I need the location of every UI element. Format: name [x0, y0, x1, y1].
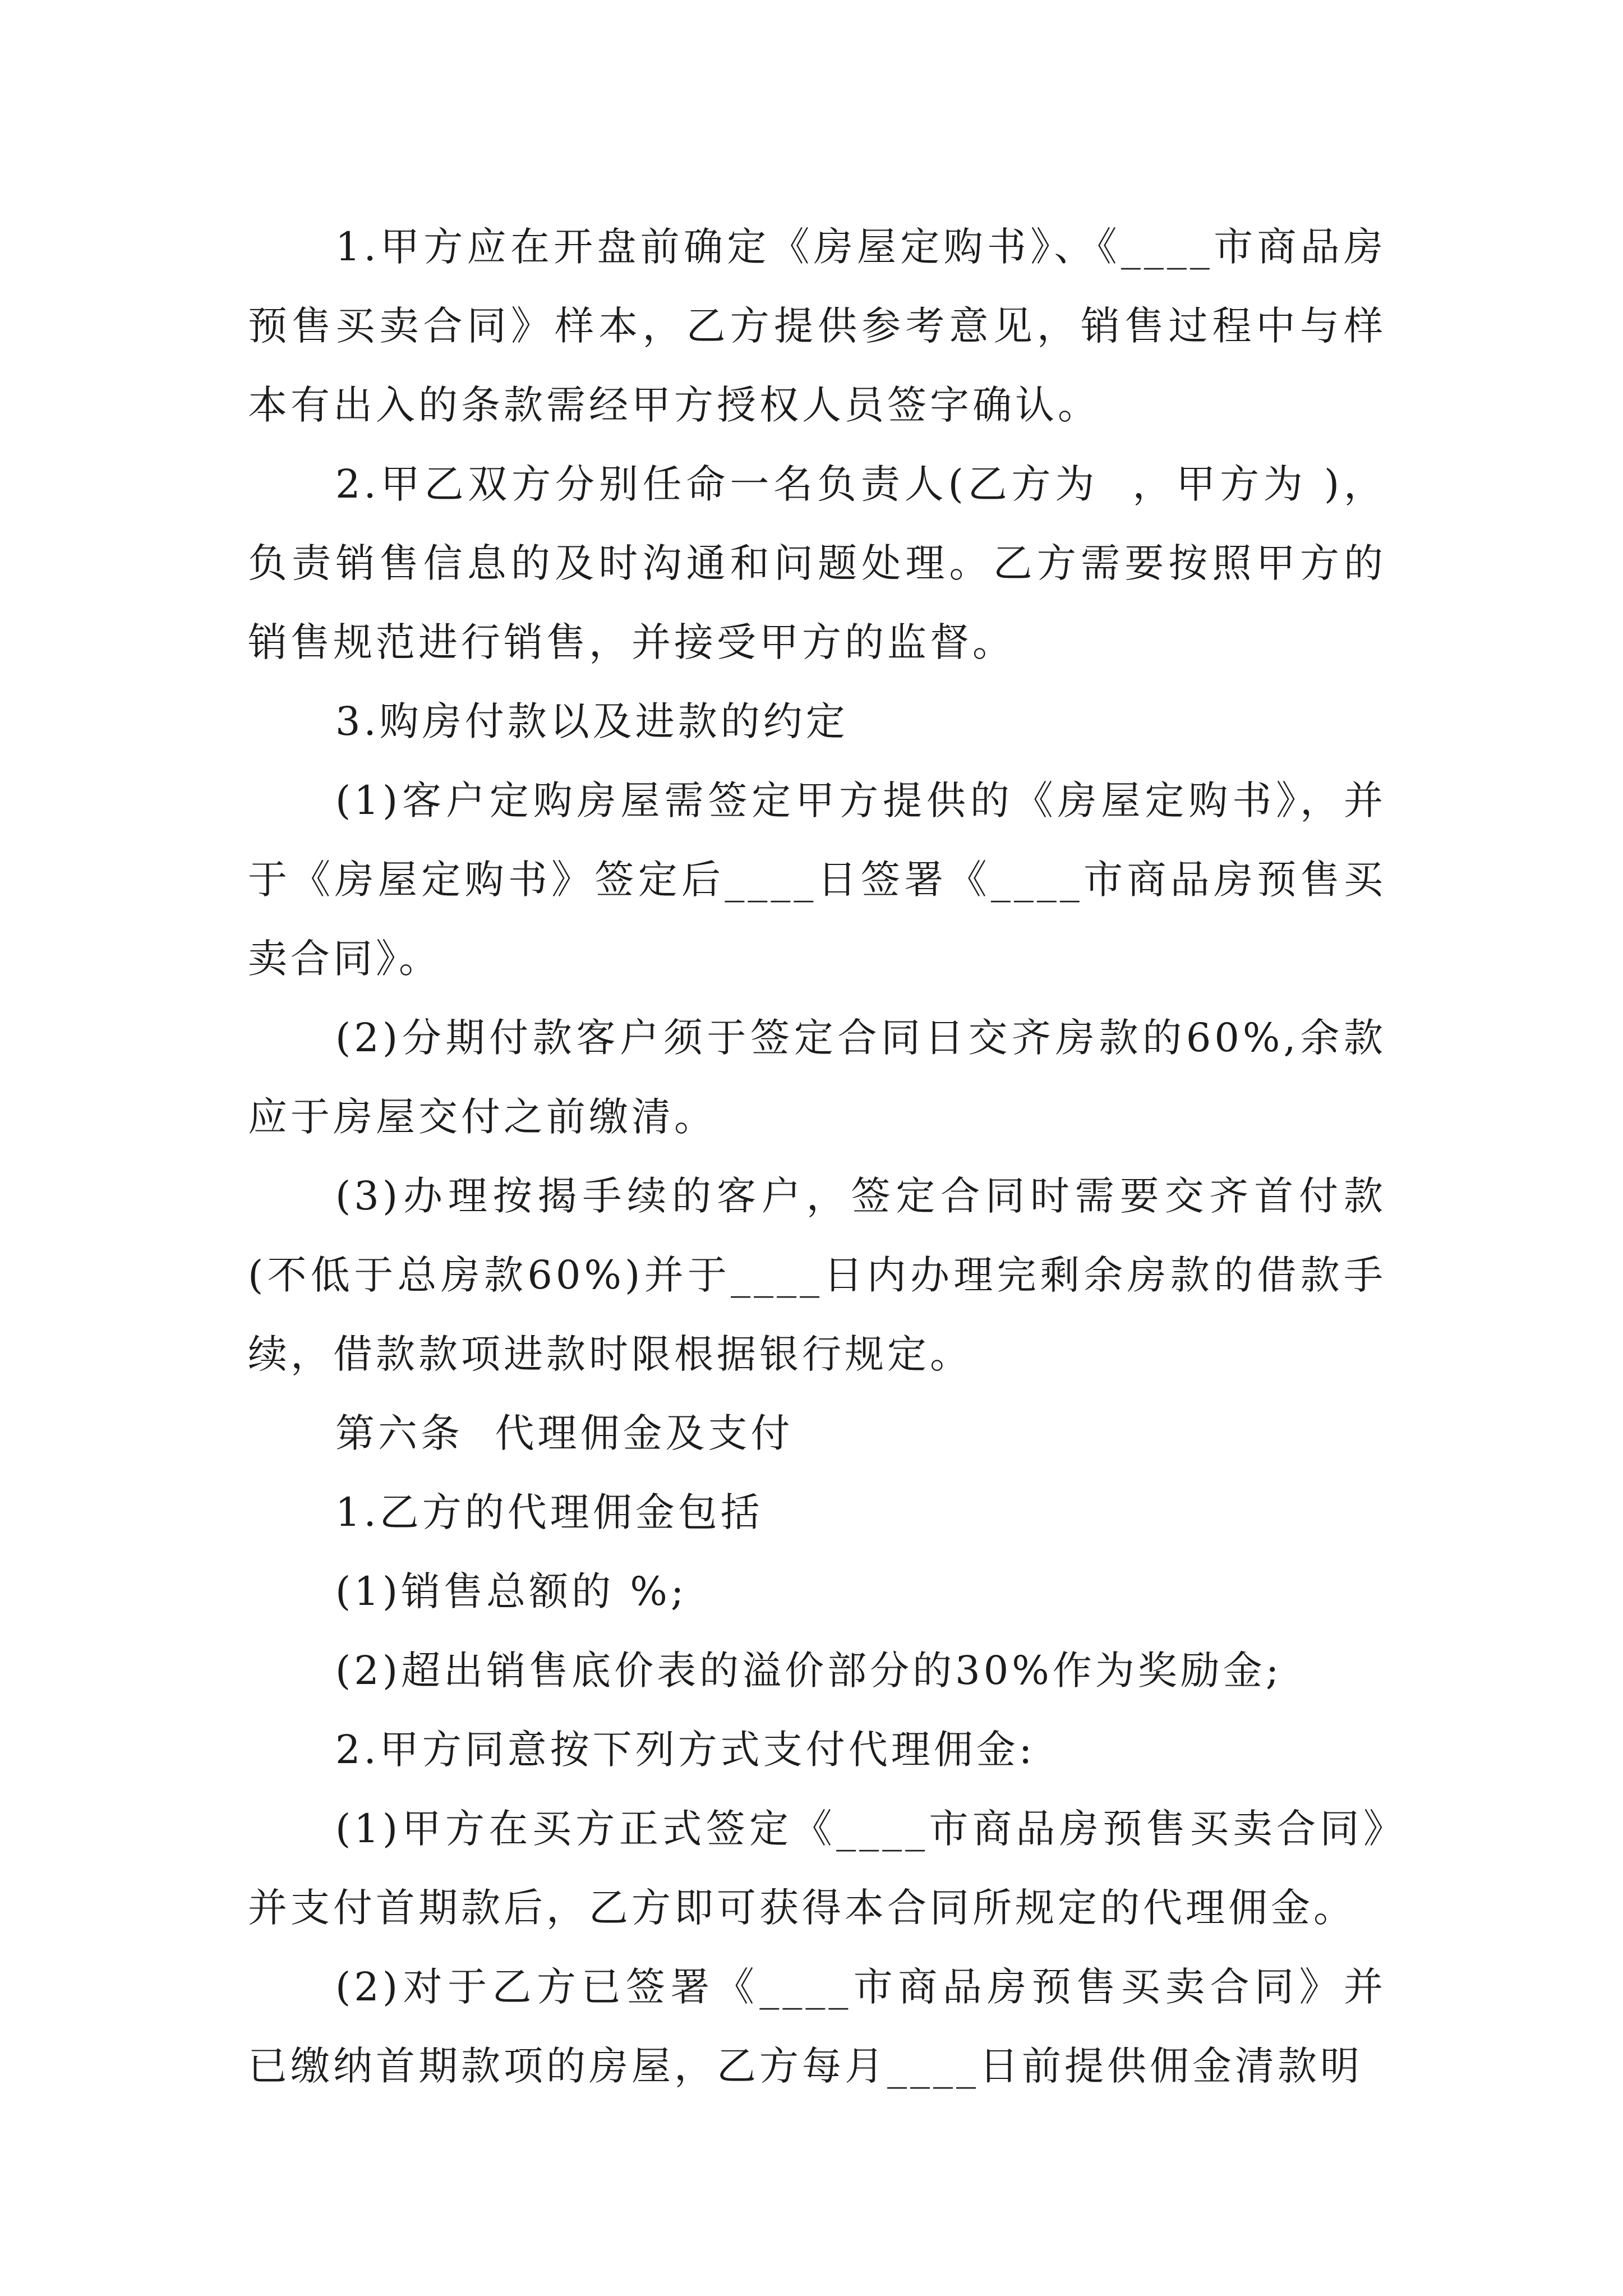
paragraph-commission-1-2: (2)超出销售底价表的溢价部分的30%作为奖励金;: [335, 1648, 1283, 1694]
document-body: [248, 208, 1386, 2106]
article-6-heading: 第六条 代理佣金及支付: [335, 1410, 794, 1456]
paragraph-clause-3-3: (3)办理按揭手续的客户，签定合同时需要交齐首付款(不低于总房款60%)并于____日内办理完剩余房款的借款手续，借款款项进款时限根据银行规定。: [248, 1173, 1386, 1377]
paragraph-commission-2: 2.甲方同意按下列方式支付代理佣金:: [335, 1727, 1036, 1773]
paragraph-commission-2-2: (2)对于乙方已签署《____市商品房预售买卖合同》并已缴纳首期款项的房屋，乙方每月____日前提供佣金清款明: [248, 1964, 1386, 2089]
paragraph-commission-1: 1.乙方的代理佣金包括: [335, 1489, 763, 1535]
paragraph-clause-3-heading: 3.购房付款以及进款的约定: [335, 698, 849, 744]
paragraph-clause-2: 2.甲乙双方分别任命一名负责人(乙方为 ，甲方为 )，负责销售信息的及时沟通和问题处理。乙方需要按照甲方的销售规范进行销售，并接受甲方的监督。: [248, 461, 1386, 665]
paragraph-clause-3-2: (2)分期付款客户须于签定合同日交齐房款的60%,余款应于房屋交付之前缴清。: [248, 1015, 1386, 1140]
paragraph-commission-2-1: (1)甲方在买方正式签定《____市商品房预售买卖合同》并支付首期款后，乙方即可获得本合同所规定的代理佣金。: [248, 1806, 1386, 1931]
paragraph-clause-3-1: (1)客户定购房屋需签定甲方提供的《房屋定购书》，并于《房屋定购书》签定后____日签署《____市商品房预售买卖合同》。: [248, 777, 1386, 982]
paragraph-clause-1: 1.甲方应在开盘前确定《房屋定购书》、《____市商品房预售买卖合同》样本，乙方提供参考意见，销售过程中与样本有出入的条款需经甲方授权人员签字确认。: [248, 224, 1386, 428]
paragraph-commission-1-1: (1)销售总额的 %;: [335, 1568, 688, 1614]
